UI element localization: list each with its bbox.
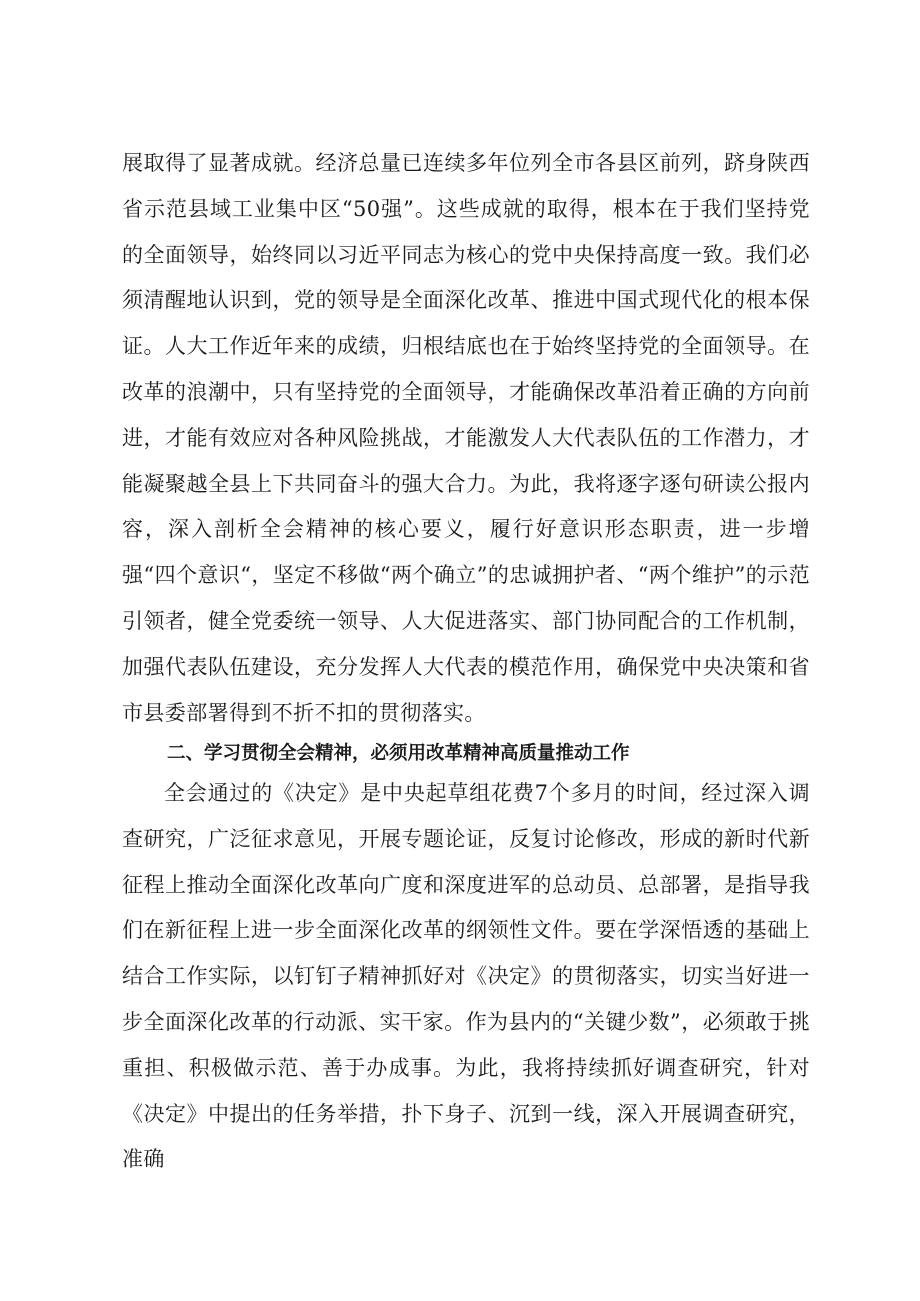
body-paragraph-2: 全会通过的《决定》是中央起草组花费7个多月的时间，经过深入调查研究，广泛征求意见，开展专题论证，反复讨论修改，形成的新时代新征程上推动全面深化改革向广度和深度进军的总动员、总部署，是指导我们在新征程上进一步全面深化改革的纲领性文件。要在学深悟透的基础上结合工作实际，以钉钉子精神抓好对《决定》的贯彻落实，切实当好进一步全面深化改革的行动派、实干家。作为县内的“关键少数”，必须敢于挑重担、积极做示范、善于办成事。为此，我将持续抓好调查研究，针对《决定》中提出的任务举措，扑下身子、沉到一线，深入开展调查研究，准确 <box>122 781 810 1172</box>
section-heading: 二、学习贯彻全会精神，必须用改革精神高质量推动工作 <box>167 743 630 764</box>
body-paragraph-1: 展取得了显著成就。经济总量已连续多年位列全市各县区前列，跻身陕西省示范县域工业集中区“50强”。这些成就的取得，根本在于我们坚持党的全面领导，始终同以习近平同志为核心的党中央保持高度一致。我们必须清醒地认识到，党的领导是全面深化改革、推进中国式现代化的根本保证。人大工作近年来的成绩，归根结底也在于始终坚持党的全面领导。在改革的浪潮中，只有坚持党的全面领导，才能确保改革沿着正确的方向前进，才能有效应对各种风险挑战，才能激发人大代表队伍的工作潜力，才能凝聚越全县上下共同奋斗的强大合力。为此，我将逐字逐句研读公报内容，深入剖析全会精神的核心要义，履行好意识形态职责，进一步增强“四个意识“，坚定不移做“两个确立”的忠诚拥护者、“两个维护”的示范引领者，健全党委统一领导、人大促进落实、部门协同配合的工作机制，加强代表队伍建设，充分发挥人大代表的模范作用，确保党中央决策和省市县委部署得到不折不扣的贯彻落实。 <box>122 151 810 725</box>
